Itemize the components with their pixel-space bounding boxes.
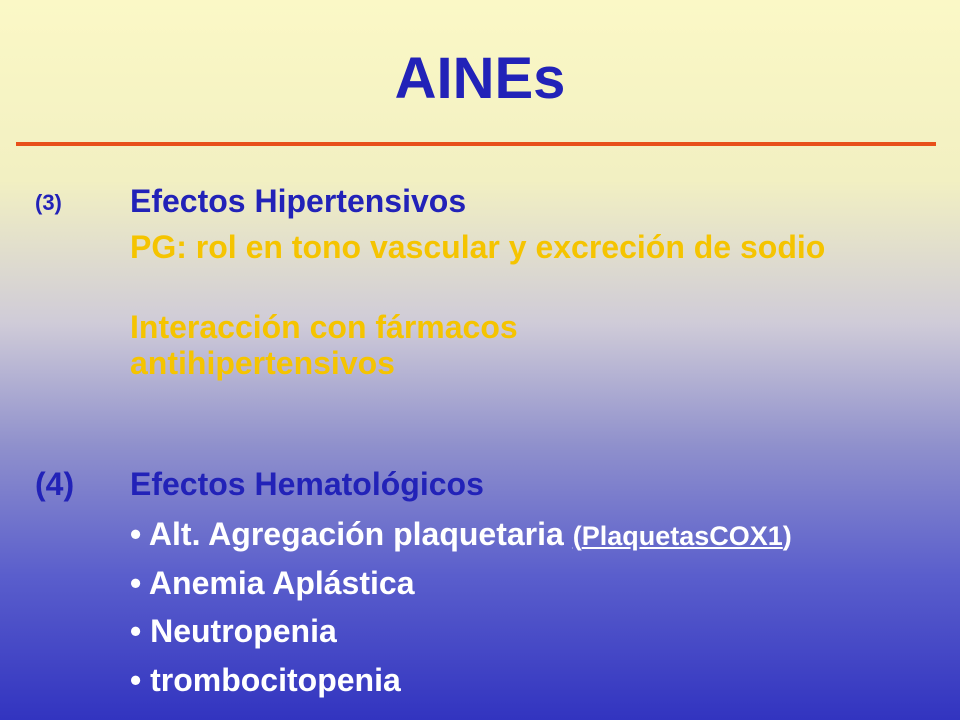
section-4-heading: Efectos Hematológicos bbox=[130, 466, 484, 502]
section-3-item-2: Interacción con fármacos antihipertensivos bbox=[130, 309, 518, 381]
section-4-item-4 bbox=[130, 660, 401, 700]
section-3-heading: Efectos Hipertensivos bbox=[130, 183, 467, 219]
section-4-item-3 bbox=[130, 611, 337, 651]
bullet-text: Alt. Agregación plaquetaria bbox=[148, 516, 564, 552]
title-divider bbox=[16, 142, 936, 146]
section-3-item-1: PG: rol en tono vascular y excreción de sodio bbox=[130, 229, 826, 265]
reference-note bbox=[573, 521, 783, 551]
slide-title: AINEs bbox=[394, 46, 566, 111]
bullet-glyph: • bbox=[130, 516, 142, 552]
bullet-text: Neutropenia bbox=[150, 613, 337, 649]
bullet-glyph: • bbox=[130, 613, 142, 649]
section-4-number: (4) bbox=[35, 466, 75, 502]
bullet-glyph: • bbox=[130, 565, 142, 601]
section-4-item-2 bbox=[130, 563, 414, 603]
ref-close: ) bbox=[782, 521, 792, 551]
ref-text: PlaquetasCOX1 bbox=[581, 521, 783, 551]
section-4-item-1 bbox=[130, 514, 792, 556]
ref-open: ( bbox=[572, 521, 582, 551]
bullet-glyph: • bbox=[130, 662, 142, 698]
section-3-number: (3) bbox=[35, 190, 62, 215]
bullet-text: trombocitopenia bbox=[150, 662, 401, 698]
bullet-text: Anemia Aplástica bbox=[148, 565, 415, 601]
